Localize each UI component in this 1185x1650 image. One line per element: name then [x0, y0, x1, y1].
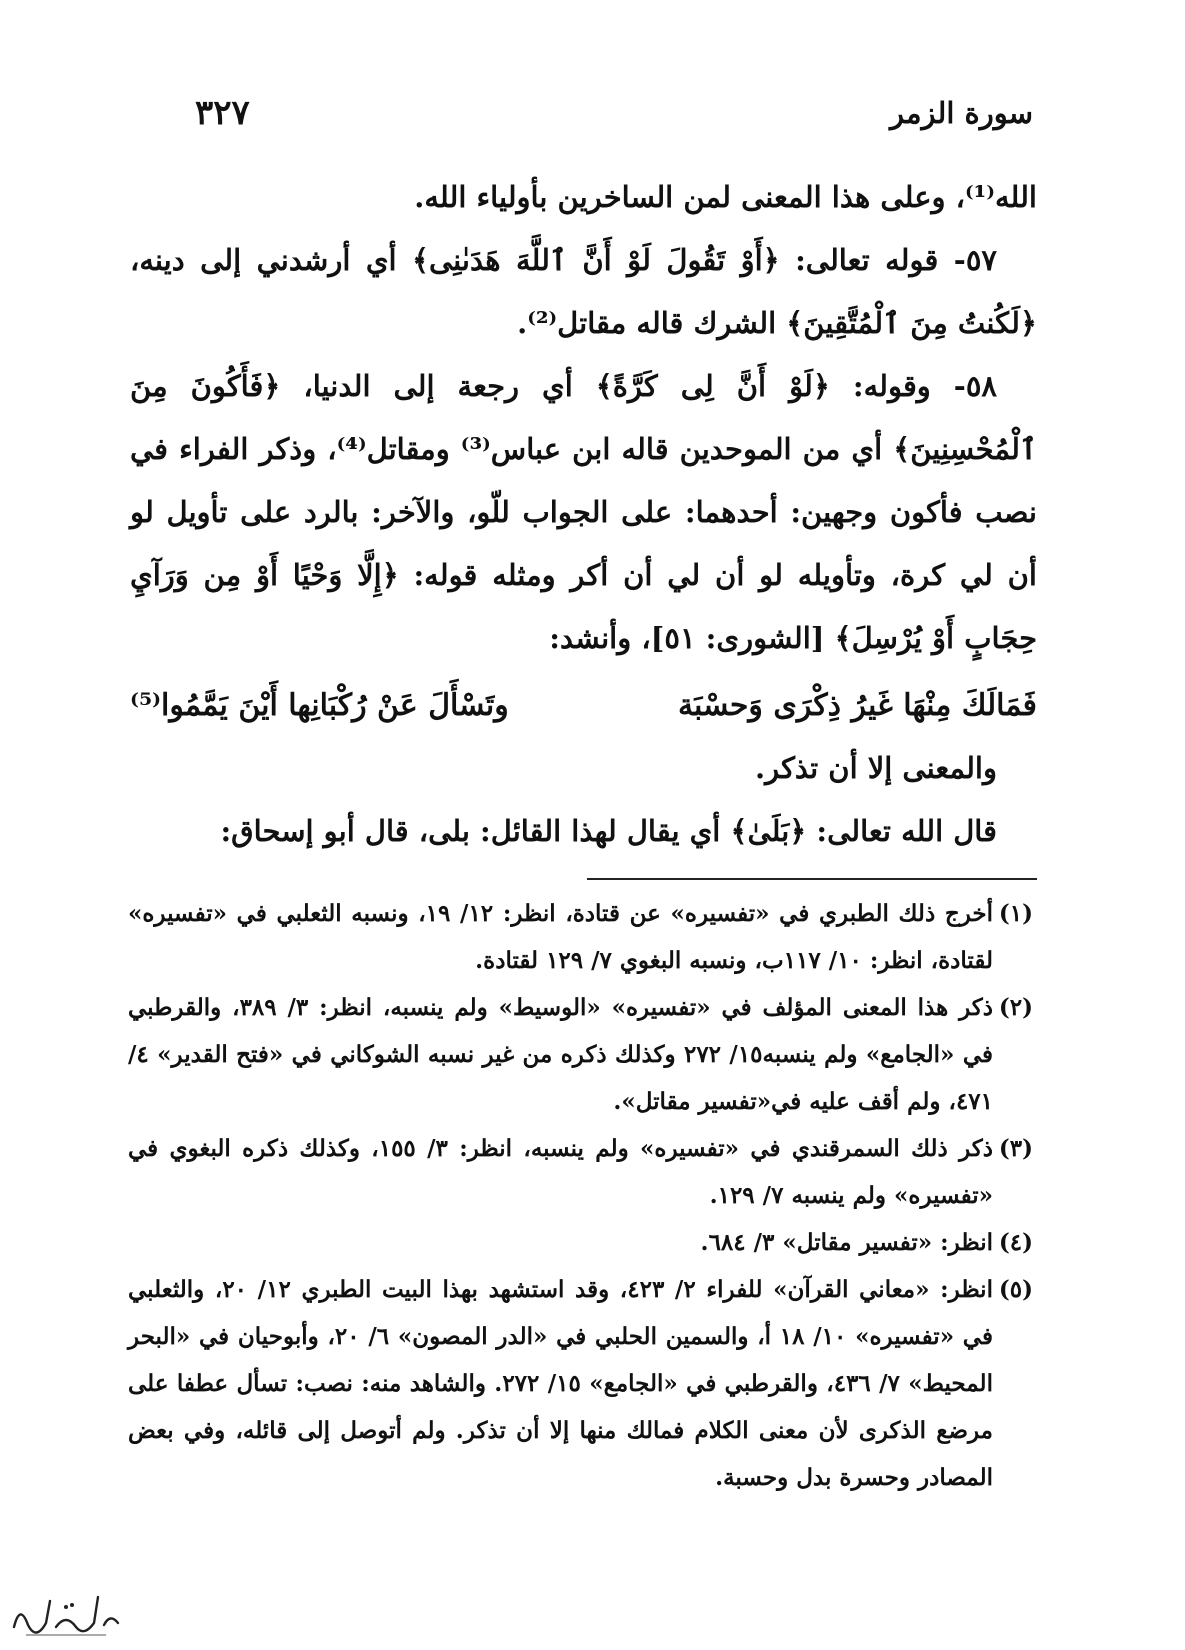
footnote — [128, 1125, 1033, 1219]
watermark-logo — [6, 1583, 126, 1645]
footnote-text: انظر: «تفسير مقاتل» ٣/ ٦٨٤. — [700, 1229, 993, 1256]
poem-first-hemistich: فَمَالَكَ مِنْهَا غَيرُ ذِكْرَى وَحسْبَة — [677, 688, 1037, 723]
paragraph-meaning: والمعنى إلا أن تذكر. — [754, 751, 997, 785]
footnote-number: (٤) — [998, 1229, 1033, 1256]
footnote — [128, 890, 1033, 984]
calligraphy-logo-icon — [6, 1583, 126, 1645]
page-number: ٣٢٧ — [195, 93, 250, 133]
footnote-number: (١) — [998, 900, 1033, 927]
footnote-number: (٥) — [998, 1276, 1033, 1303]
footnote-number: (٣) — [998, 1135, 1033, 1162]
paragraph-verse-58: ٥٨- وقوله: ﴿لَوْ أَنَّ لِى كَرَّةً﴾ أي رجعة إلى الدنيا، ﴿فَأَكُونَ مِنَ ٱلْمُحْسِنِينَ﴾ أي من الموحدين قاله ابن عباس⁽³⁾ ومقاتل⁽⁴⁾، وذكر الفراء في نصب فأكون وجهين: أحدهما: على الجواب للّو، والآخر: بالرد على تأويل لو أن لي كرة، وتأويله لو أن لي أن أكر ومثله قوله: ﴿إِلَّا وَحْيًا أَوْ مِن وَرَآيِ حِجَابٍ أَوْ يُرْسِلَ﴾ [الشورى: ٥١]، وأنشد: — [130, 369, 1037, 655]
footnote-divider — [587, 878, 1037, 880]
footnote-number: (٢) — [998, 994, 1033, 1021]
poem-second-hemistich: وتَسْأَلَ عَنْ رُكْبَانِها أَيْنَ يَمَّمُوا⁽⁵⁾ — [130, 688, 509, 723]
footnote-text: ذكر هذا المعنى المؤلف في «تفسيره» «الوسيط» ولم ينسبه، انظر: ٣/ ٣٨٩، والقرطبي في «الجامع» ولم ينسبه١٥/ ٢٧٢ وكذلك ذكره من غير نسبه الشوكاني في «فتح القدير» ٤/ ٤٧١، ولم أقف عليه في«تفسير مقاتل». — [128, 994, 993, 1115]
footnotes — [128, 890, 1033, 1501]
footnote — [128, 1266, 1033, 1501]
footnote-text: انظر: «معاني القرآن» للفراء ٢/ ٤٢٣، وقد استشهد بهذا البيت الطبري ١٢/ ٢٠، والثعلبي في «تفسيره» ١٠/ ١٨ أ، والسمين الحلبي في «الدر المصون» ٦/ ٢٠، وأبوحيان في «البحر المحيط» ٧/ ٤٣٦، والقرطبي في «الجامع» ١٥/ ٢٧٢. والشاهد منه: نصب: تسأل عطفا على مرضع الذكرى لأن معنى الكلام فمالك منها إلا أن تذكر. ولم أتوصل إلى قائله، وفي بعض المصادر وحسرة بدل وحسبة. — [128, 1276, 993, 1491]
footnote — [128, 984, 1033, 1125]
main-text — [130, 166, 1037, 863]
paragraph-bala: قال الله تعالى: ﴿بَلَىٰ﴾ أي يقال لهذا القائل: بلى، قال أبو إسحاق: — [220, 814, 997, 848]
page-header — [195, 88, 1033, 138]
footnote-text: ذكر ذلك السمرقندي في «تفسيره» ولم ينسبه، انظر: ٣/ ١٥٥، وكذلك ذكره البغوي في «تفسيره» ولم ينسبه ٧/ ١٢٩. — [128, 1135, 993, 1209]
footnote-text: أخرج ذلك الطبري في «تفسيره» عن قتادة، انظر: ١٢/ ١٩، ونسبه الثعلبي في «تفسيره» لقتادة، انظر: ١٠/ ١١٧ب، ونسبه البغوي ٧/ ١٢٩ لقتادة. — [128, 900, 993, 974]
paragraph-1: الله⁽¹⁾، وعلى هذا المعنى لمن الساخرين بأولياء الله. — [414, 180, 1037, 214]
surah-title: سورة الزمر — [889, 96, 1033, 130]
footnote — [128, 1219, 1033, 1266]
paragraph-verse-57: ٥٧- قوله تعالى: ﴿أَوْ تَقُولَ لَوْ أَنَّ ٱللَّهَ هَدَىٰنِى﴾ أي أرشدني إلى دينه، ﴿لَكُنتُ مِنَ ٱلْمُتَّقِينَ﴾ الشرك قاله مقاتل⁽²⁾. — [130, 243, 1037, 340]
poem-verse — [130, 674, 1037, 737]
